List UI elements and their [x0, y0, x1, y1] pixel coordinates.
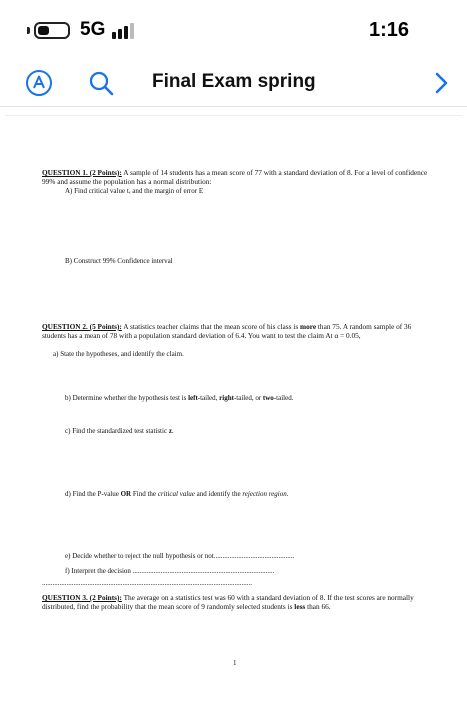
part-c-z: z: [168, 427, 172, 435]
status-time: 1:16: [368, 19, 409, 41]
annotate-icon[interactable]: [24, 68, 54, 98]
question-2-part-b: [65, 394, 293, 403]
question-1-text: A sample of 14 students has a mean score of 77 with a standard deviation of 8. For a level of confidence 99% and assume the population has a normal distribution:: [42, 168, 428, 186]
question-2-part-f: f) Interpret the decision .................................................................................: [65, 567, 275, 575]
part-b-text-3: -tailed, or: [233, 394, 263, 402]
question-1-part-a: A) Find critical value tₑ and the margin of error E: [65, 187, 204, 195]
answer-line: ........................................................................................................................: [42, 579, 252, 587]
battery-cap: [27, 27, 30, 34]
question-2-part-c: [65, 427, 174, 436]
nav-bar: [0, 62, 467, 107]
part-d-text-2: Find the: [131, 490, 158, 498]
part-b-right: right: [219, 394, 234, 402]
document-page[interactable]: [5, 115, 462, 701]
status-bar: [0, 0, 467, 62]
question-2-part-e: e) Decide whether to reject the null hypothesis or not..............................................: [65, 552, 295, 560]
part-d-critical-value: critical value: [157, 490, 195, 498]
part-b-text-1: b) Determine whether the hypothesis test is: [65, 394, 189, 402]
question-2-part-d: [65, 490, 288, 499]
signal-bars-icon: [112, 23, 138, 39]
part-c-text-1: c) Find the standardized test statistic: [65, 427, 169, 435]
network-type: 5G: [80, 19, 106, 40]
question-2-part-a: a) State the hypotheses, and identify the claim.: [53, 350, 184, 358]
question-2-text-bold: more: [300, 322, 317, 331]
question-1: [42, 168, 432, 186]
question-1-label: QUESTION 1. (2 Points):: [42, 168, 122, 177]
part-d-text-1: d) Find the P-value: [65, 490, 121, 498]
question-3-text-1: The average on a statistics test was 60 with a standard deviation of 8. If the test scores are normally distributed, find the probability that the mean score of 9 randomly selected students is: [42, 593, 414, 611]
chevron-right-icon[interactable]: [426, 68, 456, 98]
battery-icon: [34, 22, 70, 39]
document-title: Final Exam spring: [152, 71, 316, 92]
part-b-left: left: [188, 394, 198, 402]
question-3-text-2: than 66.: [305, 602, 331, 611]
part-d-text-3: and identify the: [194, 490, 243, 498]
page-number: 1: [233, 659, 237, 667]
question-2: [42, 322, 432, 340]
question-3-label: QUESTION 3. (2 Points):: [42, 593, 122, 602]
part-d-or: OR: [120, 490, 132, 498]
part-d-text-4: .: [286, 490, 289, 498]
battery-fill: [38, 26, 49, 35]
part-b-two: two: [262, 394, 274, 402]
question-3-text-bold: less: [294, 602, 306, 611]
part-c-text-2: .: [171, 427, 174, 435]
question-2-text-2: than 75. A random sample of 36 students has a mean of 78 with a population standard deviation of 6.4. You want to test the claim At α = 0.05,: [42, 322, 412, 340]
search-icon[interactable]: [86, 68, 116, 98]
question-1-part-b: B) Construct 99% Confidence interval: [65, 257, 173, 265]
part-b-text-4: -tailed.: [273, 394, 294, 402]
question-2-label: QUESTION 2. (5 Points):: [42, 322, 122, 331]
question-3: [42, 593, 432, 611]
question-2-text-1: A statistics teacher claims that the mean score of his class is: [121, 322, 300, 331]
part-b-text-2: -tailed,: [197, 394, 220, 402]
part-d-rejection-region: rejection region: [242, 490, 287, 498]
